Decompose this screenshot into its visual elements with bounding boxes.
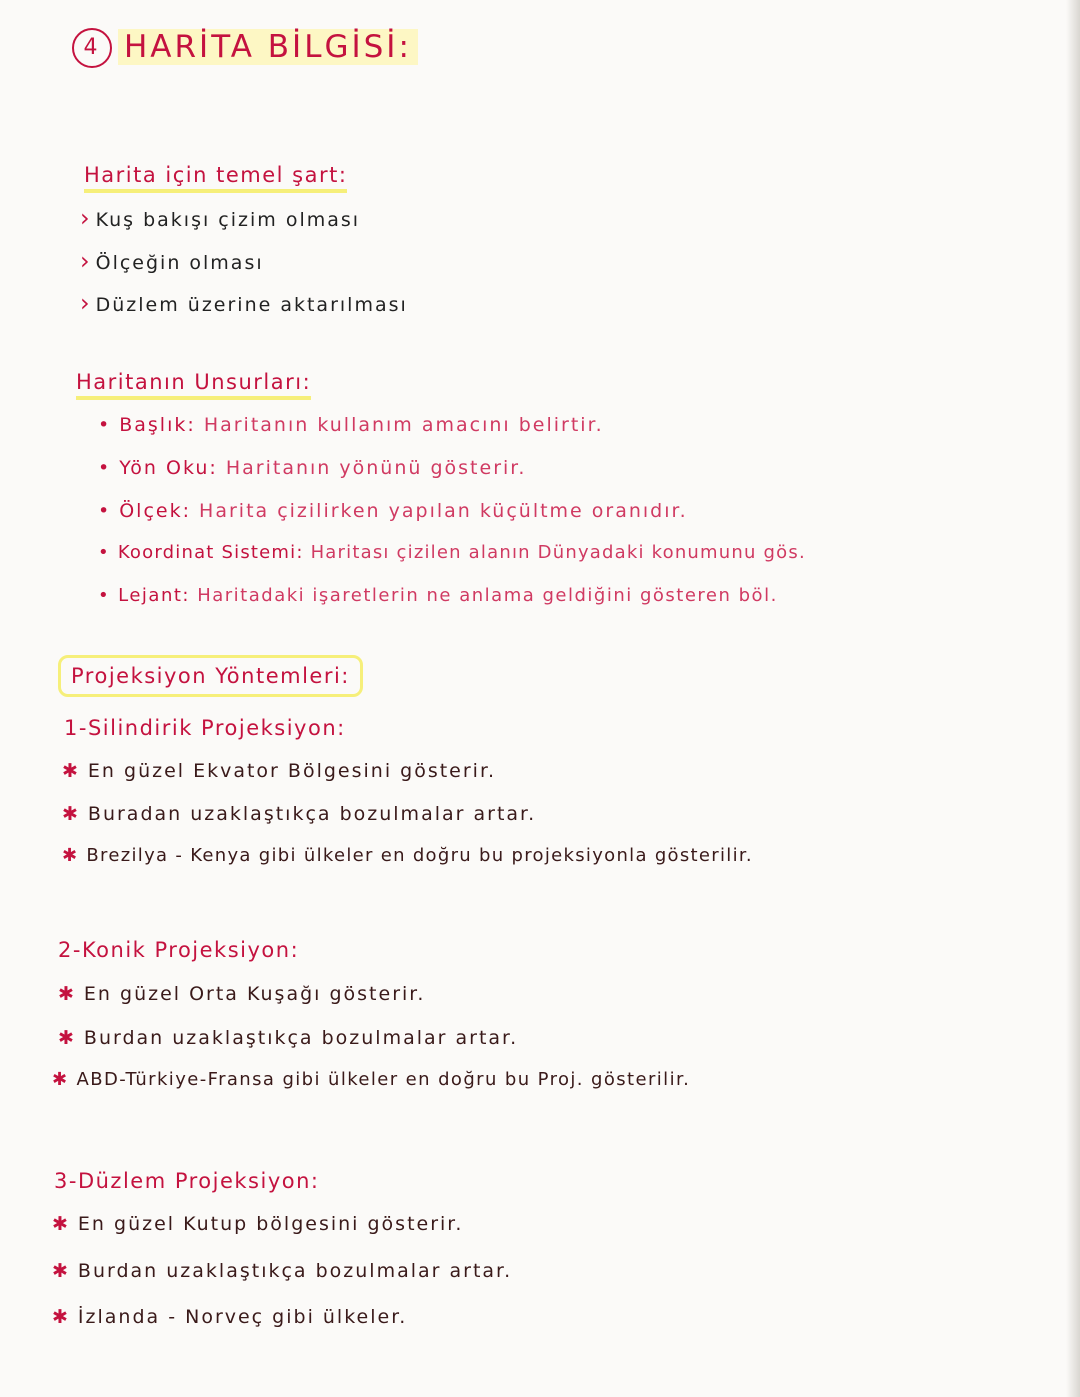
title-text: HARİTA BİLGİSİ: xyxy=(118,29,418,65)
page-edge xyxy=(1066,0,1080,1397)
method-title-conic: 2-Konik Projeksiyon: xyxy=(58,938,300,962)
asterisk-icon: ✱ xyxy=(62,760,80,782)
list-item: ✱ Buradan uzaklaştıkça bozulmalar artar. xyxy=(62,803,537,825)
asterisk-icon: ✱ xyxy=(62,845,79,866)
asterisk-icon: ✱ xyxy=(58,1027,76,1049)
page-title xyxy=(72,28,418,68)
list-item: • Lejant: Haritadaki işaretlerin ne anlama geldiğini gösteren böl. xyxy=(98,585,778,606)
asterisk-icon: ✱ xyxy=(52,1306,70,1328)
list-item: ✱ Burdan uzaklaştıkça bozulmalar artar. xyxy=(52,1260,513,1282)
asterisk-icon: ✱ xyxy=(52,1260,70,1282)
list-item: › Düzlem üzerine aktarılması xyxy=(80,289,408,317)
chevron-right-icon: › xyxy=(80,247,92,275)
method-title-planar: 3-Düzlem Projeksiyon: xyxy=(54,1169,320,1193)
list-item: • Başlık: Haritanın kullanım amacını belirtir. xyxy=(98,414,604,436)
list-item: ✱ En güzel Orta Kuşağı gösterir. xyxy=(58,983,426,1005)
heading-projection-methods: Projeksiyon Yöntemleri: xyxy=(58,664,363,688)
chevron-right-icon: › xyxy=(80,289,92,317)
list-item: › Ölçeğin olması xyxy=(80,247,264,275)
list-item: ✱ En güzel Ekvator Bölgesini gösterir. xyxy=(62,760,497,782)
list-item: › Kuş bakışı çizim olması xyxy=(80,204,361,232)
list-item: • Yön Oku: Haritanın yönünü gösterir. xyxy=(98,457,527,479)
list-item: ✱ Brezilya - Kenya gibi ülkeler en doğru bu projeksiyonla gösterilir. xyxy=(62,845,753,866)
section-number-badge: 4 xyxy=(72,28,112,68)
chevron-right-icon: › xyxy=(80,204,92,232)
list-item: • Koordinat Sistemi: Haritası çizilen alanın Dünyadaki konumunu gös. xyxy=(98,542,806,563)
list-item: ✱ En güzel Kutup bölgesini gösterir. xyxy=(52,1213,464,1235)
list-item: • Ölçek: Harita çizilirken yapılan küçültme oranıdır. xyxy=(98,500,688,522)
list-item: ✱ ABD-Türkiye-Fransa gibi ülkeler en doğru bu Proj. gösterilir. xyxy=(52,1069,691,1090)
heading-map-elements: Haritanın Unsurları: xyxy=(76,370,311,394)
method-title-cylindrical: 1-Silindirik Projeksiyon: xyxy=(64,716,346,740)
asterisk-icon: ✱ xyxy=(52,1213,70,1235)
heading-basic-requirements: Harita için temel şart: xyxy=(84,163,347,187)
asterisk-icon: ✱ xyxy=(52,1069,69,1090)
list-item: ✱ İzlanda - Norveç gibi ülkeler. xyxy=(52,1306,408,1328)
asterisk-icon: ✱ xyxy=(62,803,80,825)
asterisk-icon: ✱ xyxy=(58,983,76,1005)
list-item: ✱ Burdan uzaklaştıkça bozulmalar artar. xyxy=(58,1027,519,1049)
